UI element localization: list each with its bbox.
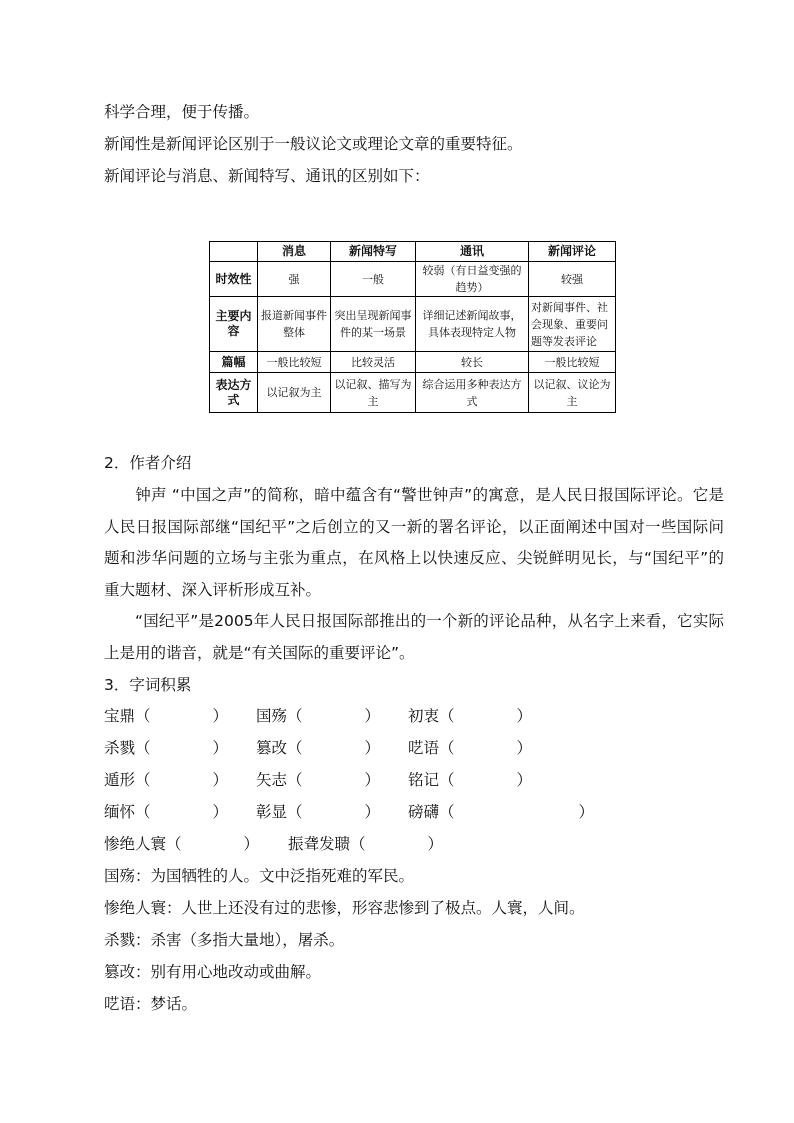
table-row-header: 篇幅 [210, 352, 258, 373]
vocab-item: 篡改（ ） [256, 739, 381, 757]
table-cell: 综合运用多种表达方式 [416, 373, 529, 413]
definition-line: 惨绝人寰：人世上还没有过的悲惨，形容悲惨到了极点。人寰，人间。 [104, 899, 585, 917]
intro-line: 新闻性是新闻评论区别于一般议论文或理论文章的重要特征。 [104, 135, 523, 153]
table-cell: 突出呈现新闻事件的某一场景 [331, 297, 416, 352]
table-cell: 报道新闻事件整体 [258, 297, 331, 352]
table-header-cell: 新闻评论 [529, 242, 616, 262]
table-cell: 强 [258, 262, 331, 297]
comparison-table [209, 241, 616, 413]
table-row-header: 时效性 [210, 262, 258, 297]
table-row [210, 373, 616, 413]
section-heading: 2．作者介绍 [104, 454, 192, 472]
vocab-item: 遁形（ ） [104, 771, 229, 789]
table-header-row [210, 242, 616, 262]
table-cell: 较弱（有日益变强的趋势） [416, 262, 529, 297]
definition-line: 篡改：别有用心地改动或曲解。 [104, 963, 322, 981]
author-paragraph: 钟声 “中国之声”的简称，暗中蕴含有“警世钟声”的寓意，是人民日报国际评论。它是人民日报国际部继“国纪平”之后创立的又一新的署名评论，以正面阐述中国对一些国际问题和涉华问题的立场与主张为重点，在风格上以快速反应、尖锐鲜明见长，与“国纪平”的重大题材、深入评析形成互补。 [104, 486, 724, 599]
definition-line: 杀戮：杀害（多指大量地），屠杀。 [104, 931, 345, 949]
table-cell: 一般 [331, 262, 416, 297]
definition-line: 呓语：梦话。 [104, 995, 198, 1013]
table-row [210, 262, 616, 297]
intro-line: 新闻评论与消息、新闻特写、通讯的区别如下： [104, 167, 430, 185]
section-heading: 3．字词积累 [104, 676, 192, 694]
intro-line: 科学合理，便于传播。 [104, 103, 260, 121]
table-header-cell: 新闻特写 [331, 242, 416, 262]
table-cell: 较长 [416, 352, 529, 373]
vocab-item: 磅礴（ ） [408, 803, 595, 821]
vocab-item: 矢志（ ） [256, 771, 381, 789]
vocab-item: 惨绝人寰（ ） [104, 835, 260, 853]
table-cell: 一般比较短 [529, 352, 616, 373]
table-cell: 一般比较短 [258, 352, 331, 373]
author-paragraph: “国纪平”是2005年人民日报国际部推出的一个新的评论品种，从名字上来看，它实际上是用的谐音，就是“有关国际的重要评论”。 [104, 612, 724, 662]
table-header-cell: 消息 [258, 242, 331, 262]
vocab-item: 呓语（ ） [408, 739, 533, 757]
table-row-header: 主要内容 [210, 297, 258, 352]
vocab-item: 振聋发聩（ ） [288, 835, 444, 853]
vocab-item: 彰显（ ） [256, 803, 381, 821]
table-row [210, 352, 616, 373]
table-row-header: 表达方式 [210, 373, 258, 413]
table-header-cell: 通讯 [416, 242, 529, 262]
table-cell: 以记叙、议论为主 [529, 373, 616, 413]
table-cell: 对新闻事件、社会现象、重要问题等发表评论 [529, 297, 616, 352]
table-cell: 比较灵活 [331, 352, 416, 373]
vocab-item: 宝鼎（ ） [104, 707, 229, 725]
vocab-item: 初衷（ ） [408, 707, 533, 725]
vocab-item: 铭记（ ） [408, 771, 533, 789]
table-row [210, 297, 616, 352]
definition-line: 国殇：为国牺牲的人。文中泛指死难的军民。 [104, 867, 415, 885]
table-cell: 较强 [529, 262, 616, 297]
table-header-cell [210, 242, 258, 262]
vocab-item: 国殇（ ） [256, 707, 381, 725]
vocab-item: 杀戮（ ） [104, 739, 229, 757]
table-cell: 以记叙为主 [258, 373, 331, 413]
table-cell: 以记叙、描写为主 [331, 373, 416, 413]
table-cell: 详细记述新闻故事，具体表现特定人物 [416, 297, 529, 352]
vocab-item: 缅怀（ ） [104, 803, 229, 821]
